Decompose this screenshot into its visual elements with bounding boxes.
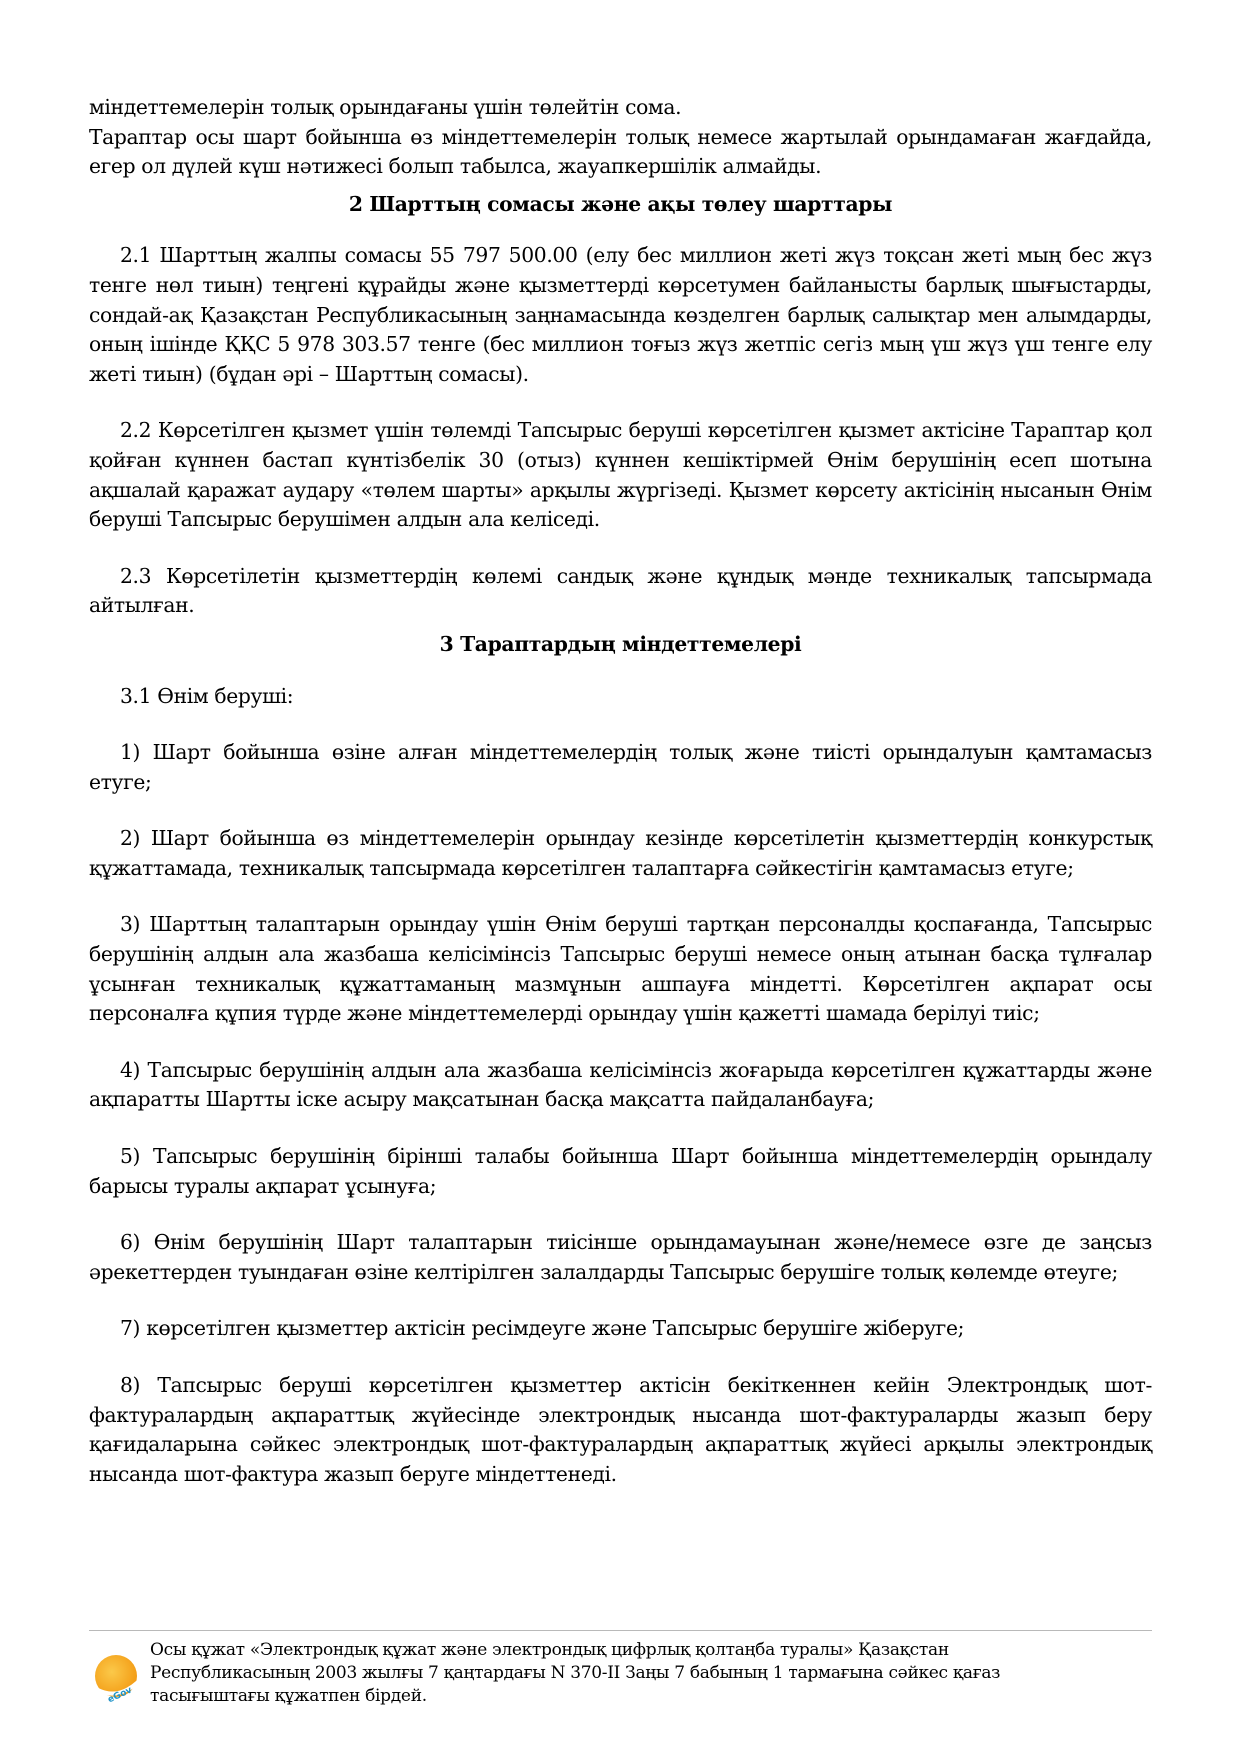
clause-2-3: 2.3 Көрсетілетін қызметтердің көлемі сандық және құндық мәнде техникалық тапсырмада айтылған. — [89, 563, 1152, 618]
obligation-item-6: 6) Өнім берушінің Шарт талаптарын тиісінше орындамауынан және/немесе өзге де заңсыз әрекеттерден туындаған өзіне келтірілген залалдарды Тапсырыс берушіге толық көлемде өтеуге; — [89, 1230, 1152, 1284]
obligation-item-2: 2) Шарт бойынша өз міндеттемелерін орындау кезінде көрсетілетін қызметтердің конкурстық құжаттамада, техникалық тапсырмада көрсетілген талаптарға сәйкестігін қамтамасыз етуге; — [89, 826, 1152, 880]
obligation-item-7: 7) көрсетілген қызметтер актісін ресімдеуге және Тапсырыс берушіге жіберуге; — [120, 1316, 965, 1341]
section-2-heading: 2 Шарттың сомасы және ақы төлеу шарттары — [348, 191, 893, 216]
clause-3-1: 3.1 Өнім беруші: — [120, 683, 294, 708]
paragraph-continuation: міндеттемелерін толық орындағаны үшін төлейтін сома. — [89, 95, 682, 119]
obligation-item-4: 4) Тапсырыс берушінің алдын ала жазбаша келісімінсіз жоғарыда көрсетілген құжаттарды және ақпаратты Шартты іске асыру мақсатынан басқа мақсатта пайдаланбауға; — [89, 1057, 1152, 1112]
egov-logo-icon — [92, 1652, 144, 1704]
footer-line-3: тасығыштағы құжатпен бірдей. — [150, 1686, 427, 1706]
footer-divider — [89, 1630, 1152, 1631]
footer-line-2: Республикасының 2003 жылғы 7 қаңтардағы N 370-II Заңы 7 бабының 1 тармағына сәйкес қағаз — [150, 1663, 1001, 1683]
paragraph-force-majeure: Тараптар осы шарт бойынша өз міндеттемелерін толық немесе жартылай орындамаған жағдайда, егер ол дүлей күш нәтижесі болып табылса, жауапкершілік алмайды. — [89, 124, 1152, 179]
clause-2-1: 2.1 Шарттың жалпы сомасы 55 797 500.00 (елу бес миллион жеті жүз тоқсан жеті мың бес жүз тенге нөл тиын) теңгені құрайды және қызметтерді көрсетумен байланысты барлық шығыстарды, сондай-ақ Қазақстан Республикасының заңнамасында көзделген барлық салықтар мен алымдарды, оның ішінде ҚҚС 5 978 303.57 тенге (бес миллион тоғыз жүз жетпіс сегіз мың үш жүз үш тенге елу жеті тиын) (бұдан әрі – Шарттың сомасы). — [89, 243, 1152, 386]
footer-legal-note — [150, 1639, 1130, 1708]
footer-line-1: Осы құжат «Электрондық құжат және электрондық цифрлық қолтаңба туралы» Қазақстан — [150, 1640, 949, 1660]
obligation-item-5: 5) Тапсырыс берушінің бірінші талабы бойынша Шарт бойынша міндеттемелердің орындалу барысы туралы ақпарат ұсынуға; — [89, 1144, 1152, 1198]
section-3-heading: 3 Тараптардың міндеттемелері — [439, 631, 802, 656]
document-body — [89, 93, 1152, 1489]
obligation-item-1: 1) Шарт бойынша өзіне алған міндеттемелердің толық және тиісті орындалуын қамтамасыз етуге; — [89, 740, 1152, 794]
svg-text:eGov: eGov — [106, 1685, 134, 1704]
clause-2-2: 2.2 Көрсетілген қызмет үшін төлемді Тапсырыс беруші көрсетілген қызмет актісіне Тараптар қол қойған күннен бастап күнтізбелік 30 (отыз) күннен кешіктірмей Өнім берушінің есеп шотына ақшалай қаражат аудару «төлем шарты» арқылы жүргізеді. Қызмет көрсету актісінің нысанын Өнім беруші Тапсырыс берушімен алдын ала келіседі. — [89, 418, 1152, 532]
obligation-item-3: 3) Шарттың талаптарын орындау үшін Өнім беруші тартқан персоналды қоспағанда, Тапсырыс берушінің алдын ала жазбаша келісімінсіз Тапсырыс беруші немесе оның атынан басқа тұлғалар ұсынған техникалық құжаттаманың мазмұнын ашпауға міндетті. Көрсетілген ақпарат осы персоналға құпия түрде және міндеттемелерді орындау үшін қажетті шамада берілуі тиіс; — [89, 912, 1152, 1026]
obligation-item-8: 8) Тапсырыс беруші көрсетілген қызметтер актісін бекіткеннен кейін Электрондық шот-фактуралардың ақпараттық жүйесінде электрондық нысанда шот-фактураларды жазып беру қағидаларына сәйкес электрондық шот-фактуралардың ақпараттық жүйесі арқылы электрондық нысанда шот-фактура жазып беруге міндеттенеді. — [89, 1373, 1152, 1486]
